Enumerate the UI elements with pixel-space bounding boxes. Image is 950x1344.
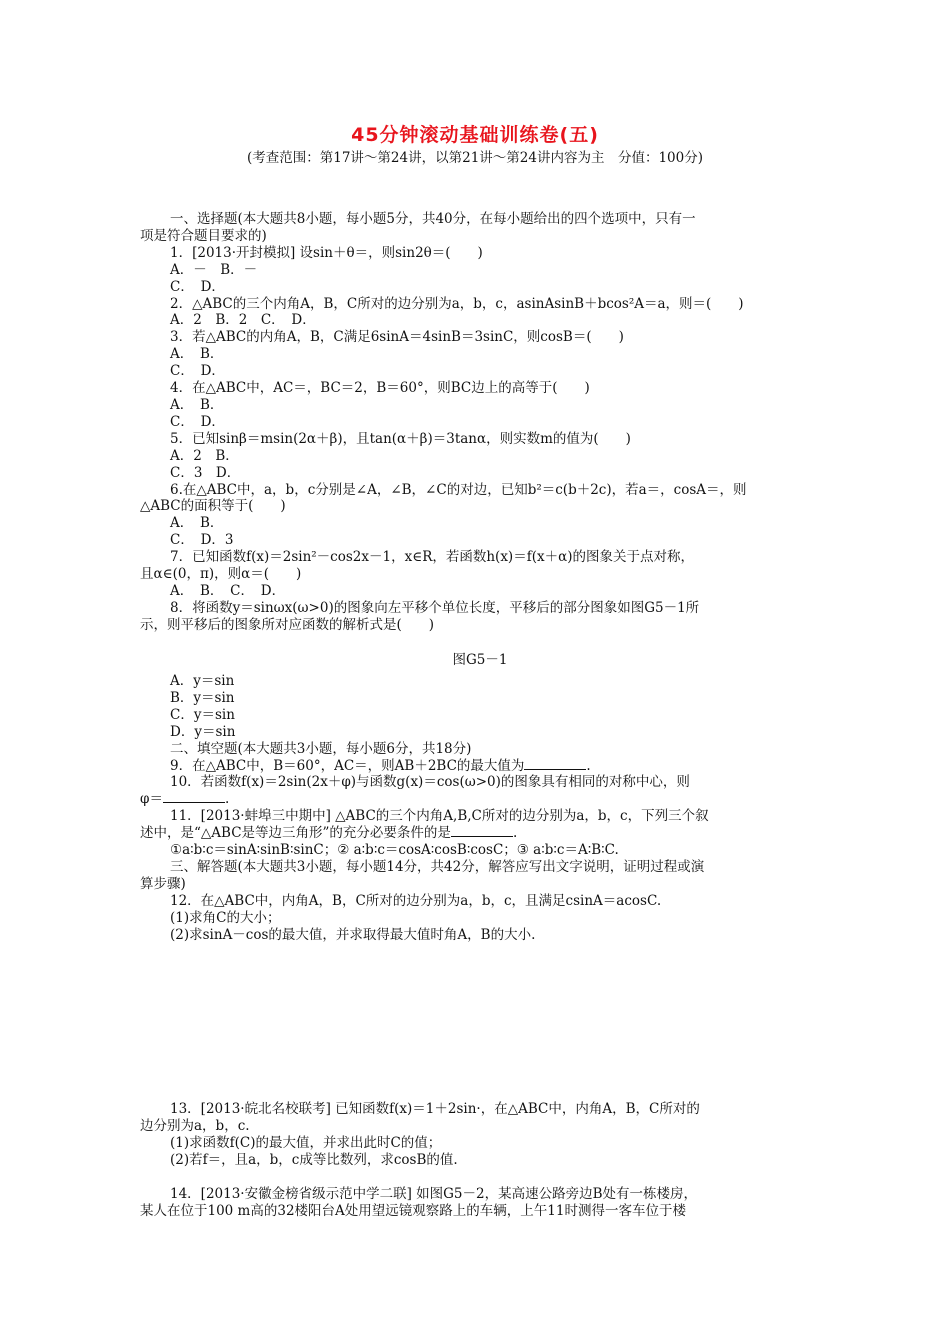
question-2: 2．△ABC的三个内角A，B，C所对的边分别为a，b，c，asinAsinB＋bcos²A＝a，则＝( ) (170, 295, 744, 312)
section-heading-cont: 项是符合题目要求的) (140, 227, 267, 244)
figure-caption: 图G5－1 (452, 652, 508, 668)
answer-blank (524, 758, 586, 770)
question-6-cont: △ABC的面积等于( ) (140, 498, 286, 515)
question-13-part: (1)求函数f(C)的最大值，并求出此时C的值； (170, 1134, 442, 1151)
section-heading: 一、选择题(本大题共8小题，每小题5分，共40分，在每小题给出的四个选项中，只有一 (170, 211, 696, 227)
section-heading: 三、解答题(本大题共3小题，每小题14分，共42分，解答应写出文字说明，证明过程或演 (170, 858, 705, 875)
question-14-block (140, 1186, 820, 1220)
question-12-part: (2)求sinA－cos的最大值，并求取得最大值时角A，B的大小. (170, 926, 536, 943)
options: A．2 B． (170, 447, 239, 464)
question-14-cont: 某人在位于100 m高的32楼阳台A处用望远镜观察路上的车辆，上午11时测得一客车位于楼 (140, 1202, 686, 1219)
question-5: 5．已知sinβ＝msin(2α＋β)，且tan(α＋β)＝3tanα，则实数m的值为( ) (170, 430, 631, 447)
section-choice (140, 211, 820, 634)
options: A．2 B．2 C． D． (170, 312, 316, 329)
question-14: 14．[2013·安徽金榜省级示范中学二联] 如图G5－2，某高速公路旁边B处有一栋楼房， (170, 1186, 698, 1202)
answer-blank (163, 791, 225, 803)
question-12: 12．在△ABC中，内角A，B，C所对的边分别为a，b，c，且满足csinA＝acosC. (170, 892, 662, 909)
options: C．y＝sin (170, 706, 235, 723)
options: A． B． (170, 346, 224, 363)
section-heading: 二、填空题(本大题共3小题，每小题6分，共18分) (170, 740, 472, 757)
options: A． B． (170, 396, 224, 413)
question-7: 7．已知函数f(x)＝2sin²－cos2x－1，x∈R，若函数h(x)＝f(x＋α)的图象关于点对称， (170, 549, 694, 566)
options: C． D． (170, 363, 225, 380)
question-6: 6.在△ABC中，a，b，c分别是∠A，∠B，∠C的对边，已知b²＝c(b＋2c)，若a＝，cosA＝，则 (170, 481, 747, 498)
question-7-cont: 且α∈(0，π)，则α＝( ) (140, 566, 302, 583)
question-1: 1．[2013·开封模拟] 设sin＋θ＝，则sin2θ＝( ) (170, 244, 483, 261)
question-13-block (140, 1101, 820, 1169)
question-13: 13．[2013·皖北名校联考] 已知函数f(x)＝1＋2sin·，在△ABC中，内角A，B，C所对的 (170, 1101, 700, 1117)
options: D．y＝sin (170, 723, 236, 740)
question-8: 8．将函数y＝sinωx(ω>0)的图象向左平移个单位长度，平移后的部分图象如图G5－1所 (170, 599, 700, 616)
question-9: 9．在△ABC中，B＝60°，AC＝，则AB＋2BC的最大值为 . (170, 757, 591, 774)
options: C． D． (170, 413, 225, 430)
options: A．y＝sin (170, 673, 235, 689)
question-10: 10．若函数f(x)＝2sin(2x＋φ)与函数g(x)＝cos(ω>0)的图象具有相同的对称中心，则 (170, 774, 690, 791)
question-4: 4．在△ABC中，AC＝，BC＝2，B＝60°，则BC边上的高等于( ) (170, 380, 590, 397)
question-8-cont: 示，则平移后的图象所对应函数的解析式是( ) (140, 616, 435, 633)
question-3: 3．若△ABC的内角A，B，C满足6sinA＝4sinB＝3sinC，则cosB＝( ) (170, 329, 624, 346)
options: C．3 D． (170, 464, 241, 481)
question-11-cont: 述中，是“△ABC是等边三角形”的充分必要条件的是 . (140, 825, 518, 842)
question-12-part: (1)求角C的大小； (170, 909, 281, 926)
section-heading-cont: 算步骤) (140, 875, 186, 892)
options: A． B． (170, 515, 224, 532)
question-13-cont: 边分别为a，b，c. (140, 1117, 250, 1134)
section-choice-q8-options (140, 673, 820, 944)
question-10-text: φ＝ (140, 791, 163, 808)
question-11-items: ①a∶b∶c＝sinA∶sinB∶sinC；② a∶b∶c＝cosA∶cosB∶cosC；③ a∶b∶c＝A∶B∶C. (170, 842, 619, 859)
page-subtitle: (考查范围：第17讲～第24讲，以第21讲～第24讲内容为主 分值：100分) (246, 150, 703, 166)
question-10-cont: φ＝ . (140, 791, 230, 808)
figure-caption-block (140, 652, 820, 669)
options: A．－ B．－ (170, 261, 258, 278)
options: A． B． C． D． (170, 582, 286, 599)
options: B．y＝sin (170, 689, 235, 706)
page-title: 45分钟滚动基础训练卷(五) (351, 124, 599, 146)
question-11-text: 述中，是“△ABC是等边三角形”的充分必要条件的是 (140, 825, 451, 842)
options: C． D． (170, 278, 225, 295)
question-11: 11．[2013·蚌埠三中期中] △ABC的三个内角A,B,C所对的边分别为a，b，c，下列三个叙 (170, 808, 709, 825)
question-13-part: (2)若f＝，且a，b，c成等比数列，求cosB的值. (170, 1151, 458, 1168)
question-9-text: 9．在△ABC中，B＝60°，AC＝，则AB＋2BC的最大值为 (170, 757, 525, 774)
answer-blank (451, 825, 513, 837)
options: C． D．3 (170, 532, 234, 549)
